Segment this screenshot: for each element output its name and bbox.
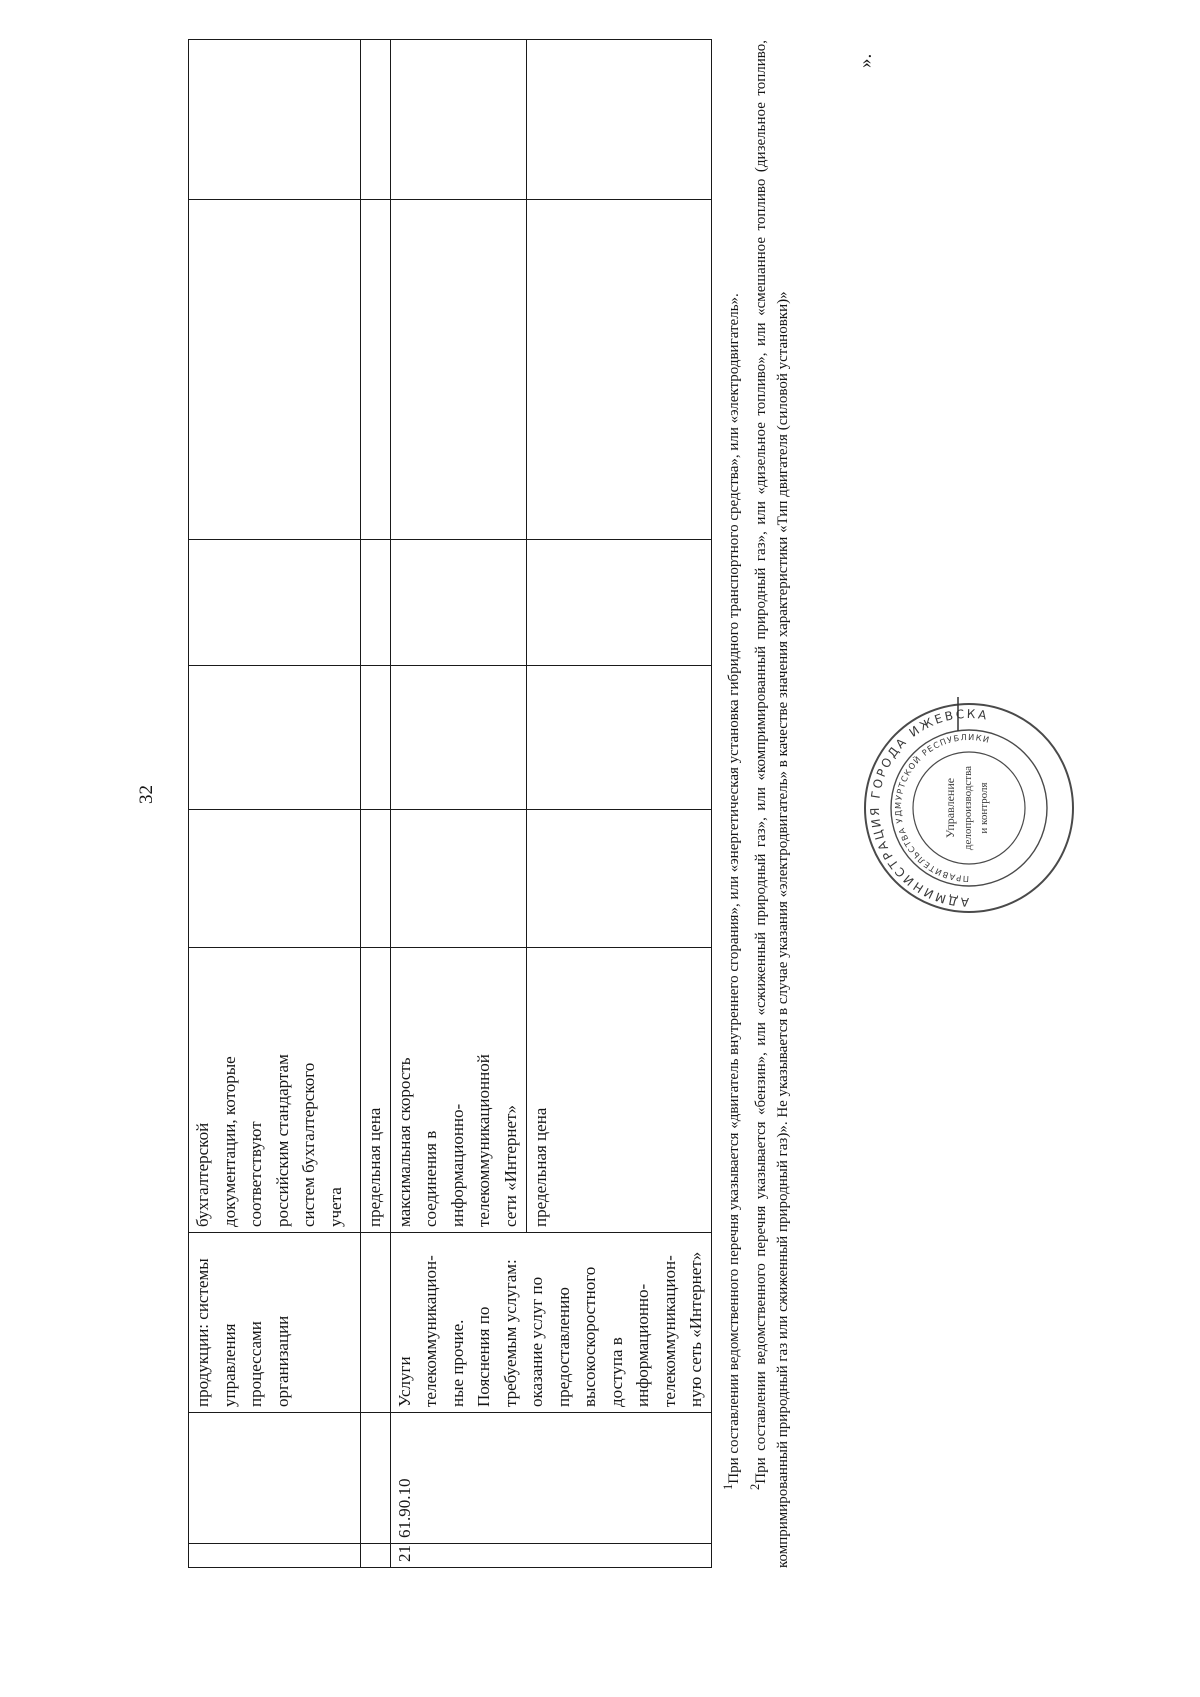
stamp-center-text: Управление <box>943 777 957 839</box>
official-stamp <box>858 697 1080 919</box>
cell-num: 21 <box>390 1544 711 1568</box>
footnotes <box>718 40 795 1568</box>
cell-empty <box>390 40 526 200</box>
page-number: 32 <box>136 785 157 804</box>
cell-code: 61.90.10 <box>390 1413 711 1544</box>
cell-empty <box>526 810 711 948</box>
cell-empty <box>361 540 391 666</box>
cell-empty <box>361 200 391 540</box>
stamp-center-text: делопроизводства <box>962 765 974 851</box>
cell-characteristic: максимальная скорость соединения в информационно- телекоммуникационной сети «Интернет» <box>390 948 526 1233</box>
cell-empty <box>361 40 391 200</box>
cell-empty <box>189 200 361 540</box>
cell-empty <box>361 810 391 948</box>
cell-empty <box>526 540 711 666</box>
rotated-content <box>188 40 838 1568</box>
cell-characteristic: бухгалтерской документации, которые соответствуют российским стандартам систем бухгалтерского учета <box>189 948 361 1233</box>
stamp-center-text: и контроля <box>978 782 990 834</box>
cell-empty <box>526 666 711 810</box>
closing-quote-mark: ». <box>855 53 876 68</box>
cell-code <box>189 1413 361 1544</box>
cell-empty <box>189 540 361 666</box>
footnote-marker: 1 <box>720 1483 735 1490</box>
cell-num <box>189 1544 361 1568</box>
footnote-2 <box>745 40 794 1568</box>
cell-code <box>361 1413 391 1544</box>
cell-empty <box>189 40 361 200</box>
cell-empty <box>526 200 711 540</box>
footnote-text: При составлении ведомственного перечня указывается «бензин», или «сжиженный природный газ», или «компримированный природный газ», или «дизельное топливо», или «смешанное топливо (дизельное топливо, компримированный природный газ или сжиженный природный газ)». Не указывается в случае указания «электродвигатель» в качестве значения характеристики «Тип двигателя (силовой установки)» <box>753 40 791 1568</box>
cell-characteristic: предельная цена <box>526 948 711 1233</box>
cell-name: Услуги телекоммуникацион- ные прочие. Пояснения по требуемым услугам: оказание услуг по предоставлению высокоскоростного доступа в информационно- телекоммуникацион- ную сеть «Интернет» <box>390 1233 711 1413</box>
table-row <box>361 40 391 1568</box>
stamp-inner-ring-text: ПРАВИТЕЛЬСТВА УДМУРТСКОЙ РЕСПУБЛИКИ <box>892 731 992 885</box>
cell-empty <box>390 540 526 666</box>
footnote-text: При составлении ведомственного перечня указывается «двигатель внутреннего сгорания», или «энергетическая установка гибридного транспортного средства», или «электродвигатель». <box>725 293 742 1484</box>
cell-characteristic: предельная цена <box>361 948 391 1233</box>
cell-empty <box>189 810 361 948</box>
cell-empty <box>390 810 526 948</box>
table-row <box>189 40 361 1568</box>
footnote-1 <box>718 40 746 1568</box>
cell-num <box>361 1544 391 1568</box>
cell-empty <box>390 666 526 810</box>
table-row <box>390 40 526 1568</box>
footnote-marker: 2 <box>748 1483 762 1490</box>
cell-empty <box>189 666 361 810</box>
cell-empty <box>361 666 391 810</box>
specification-table <box>188 39 712 1568</box>
cell-empty <box>390 200 526 540</box>
stamp-ring-text: АДМИНИСТРАЦИЯ ГОРОДА ИЖЕВСКА <box>867 706 990 910</box>
cell-name <box>361 1233 391 1413</box>
cell-name: продукции: системы управления процессами организации <box>189 1233 361 1413</box>
cell-empty <box>526 40 711 200</box>
